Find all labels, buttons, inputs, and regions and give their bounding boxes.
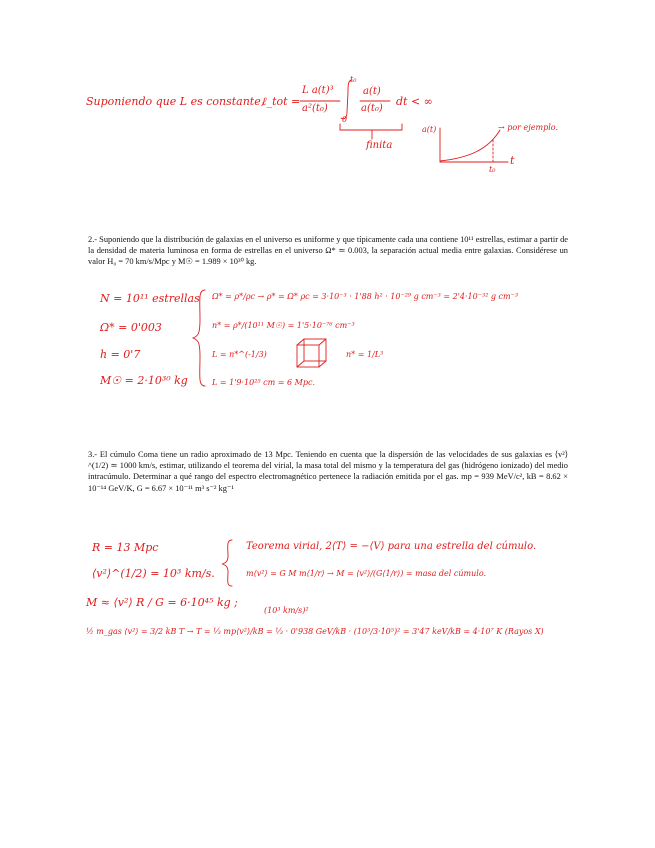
problem-2-text: 2.- Suponiendo que la distribución de galaxias en el universo es uniforme y que típicamente cada una contiene 10¹¹ estrellas, estimar a partir de la densidad de materia luminosa en forma de estrellas en el universo Ω* ≃ 0.003, la separación actual media entre galaxias. Considérese un valor H₀ = 70 km/s/Mpc y M☉ = 1.989 × 10³⁰ kg. — [88, 235, 568, 267]
hw-int-upper: t₀ — [350, 75, 357, 84]
hw-frac-num: L a(t)³ — [302, 85, 334, 96]
hw-sol3-temp: ½ m_gas ⟨v²⟩ = 3/2 kB T → T = ⅓ mp⟨v²⟩/kB = ⅓ · 0'938 GeV/kB · (10³/3·10⁵)² = 3'47 keV/kB = 4·10⁷ K (Rayos X) — [86, 627, 544, 636]
hw-sol3-mass: M ≈ ⟨v²⟩ R / G = 6·10⁴⁵ kg ; — [86, 596, 238, 609]
hw-frac-den: a²(t₀) — [302, 103, 328, 114]
hw-integrand-tail: dt < ∞ — [396, 95, 433, 108]
hw-sol2-left-4: M☉ = 2·10³⁰ kg — [100, 374, 188, 387]
hw-sol3-virial-2: m⟨v²⟩ = G M m⟨1/r⟩ → M = ⟨v²⟩/(G⟨1/r⟩) = masa del cúmulo. — [246, 569, 487, 578]
hw-integrand-num: a(t) — [363, 86, 381, 97]
hw-sol3-left-2: ⟨v²⟩^(1/2) = 10³ km/s. — [92, 567, 215, 580]
hw-graph-ylabel: a(t) — [422, 125, 437, 134]
hw-sol3-virial-1: Teorema virial, 2⟨T⟩ = −⟨V⟩ para una estrella del cúmulo. — [246, 541, 537, 552]
hw-sol2-left-2: Ω* = 0'003 — [100, 321, 162, 334]
hw-sol3-temp-note: (10³ km/s)² — [264, 606, 309, 615]
integral-sign — [341, 80, 352, 119]
problem-3-text: 3.- El cúmulo Coma tiene un radio aproximado de 13 Mpc. Teniendo en cuenta que la dispersión de las velocidades de sus galaxias es ⟨v²⟩^(1/2) ≃ 1000 km/s, estimar, utilizando el teorema del virial, la masa total del mismo y la temperatura del gas (hidrógeno ionizado) del medio intracúmulo. Determinar a qué rango del espectro electromagnético pertenece la radiación emitida por el gas. mp = 939 MeV/c², kB = 8.62 × 10⁻¹⁴ GeV/K, G = 6.67 × 10⁻¹¹ m³ s⁻² kg⁻¹ — [88, 450, 568, 493]
hw-sol2-cube-note: n* = 1/L³ — [346, 350, 384, 359]
hw-sol2-left-1: N = 10¹¹ estrellas — [100, 292, 200, 305]
hw-int-lower: 0 — [342, 115, 348, 124]
hw-sol2-line-3: L = n*^(-1/3) — [212, 350, 267, 359]
hw-sentence-1: Suponiendo que L es constante, — [86, 95, 265, 108]
finite-underbrace — [340, 124, 402, 130]
sol3-brace — [222, 540, 232, 586]
hw-sol2-left-3: h = 0'7 — [100, 348, 141, 361]
hw-graph-t: t — [510, 154, 515, 167]
hw-sol2-line-4: L = 1'9·10²⁵ cm = 6 Mpc. — [212, 378, 315, 387]
sol2-brace — [193, 290, 205, 386]
hw-graph-note: → por ejemplo. — [498, 123, 558, 132]
hw-sol3-left-1: R = 13 Mpc — [92, 541, 159, 554]
hw-finite-label: finita — [366, 140, 393, 151]
hw-graph-t0: t₀ — [489, 165, 496, 174]
hw-ltot: ℓ_tot = — [262, 95, 301, 108]
hw-integrand-den: a(t₀) — [361, 103, 383, 114]
graph-curve — [440, 130, 500, 161]
hw-sol2-line-2: n* = ρ*/(10¹¹ M☉) = 1'5·10⁻⁷⁶ cm⁻³ — [212, 321, 355, 330]
hw-sol2-line-1: Ω* = ρ*/ρc → ρ* = Ω* ρc = 3·10⁻³ · 1'88 h² · 10⁻²⁹ g cm⁻³ = 2'4·10⁻³² g cm⁻³ — [212, 292, 519, 301]
